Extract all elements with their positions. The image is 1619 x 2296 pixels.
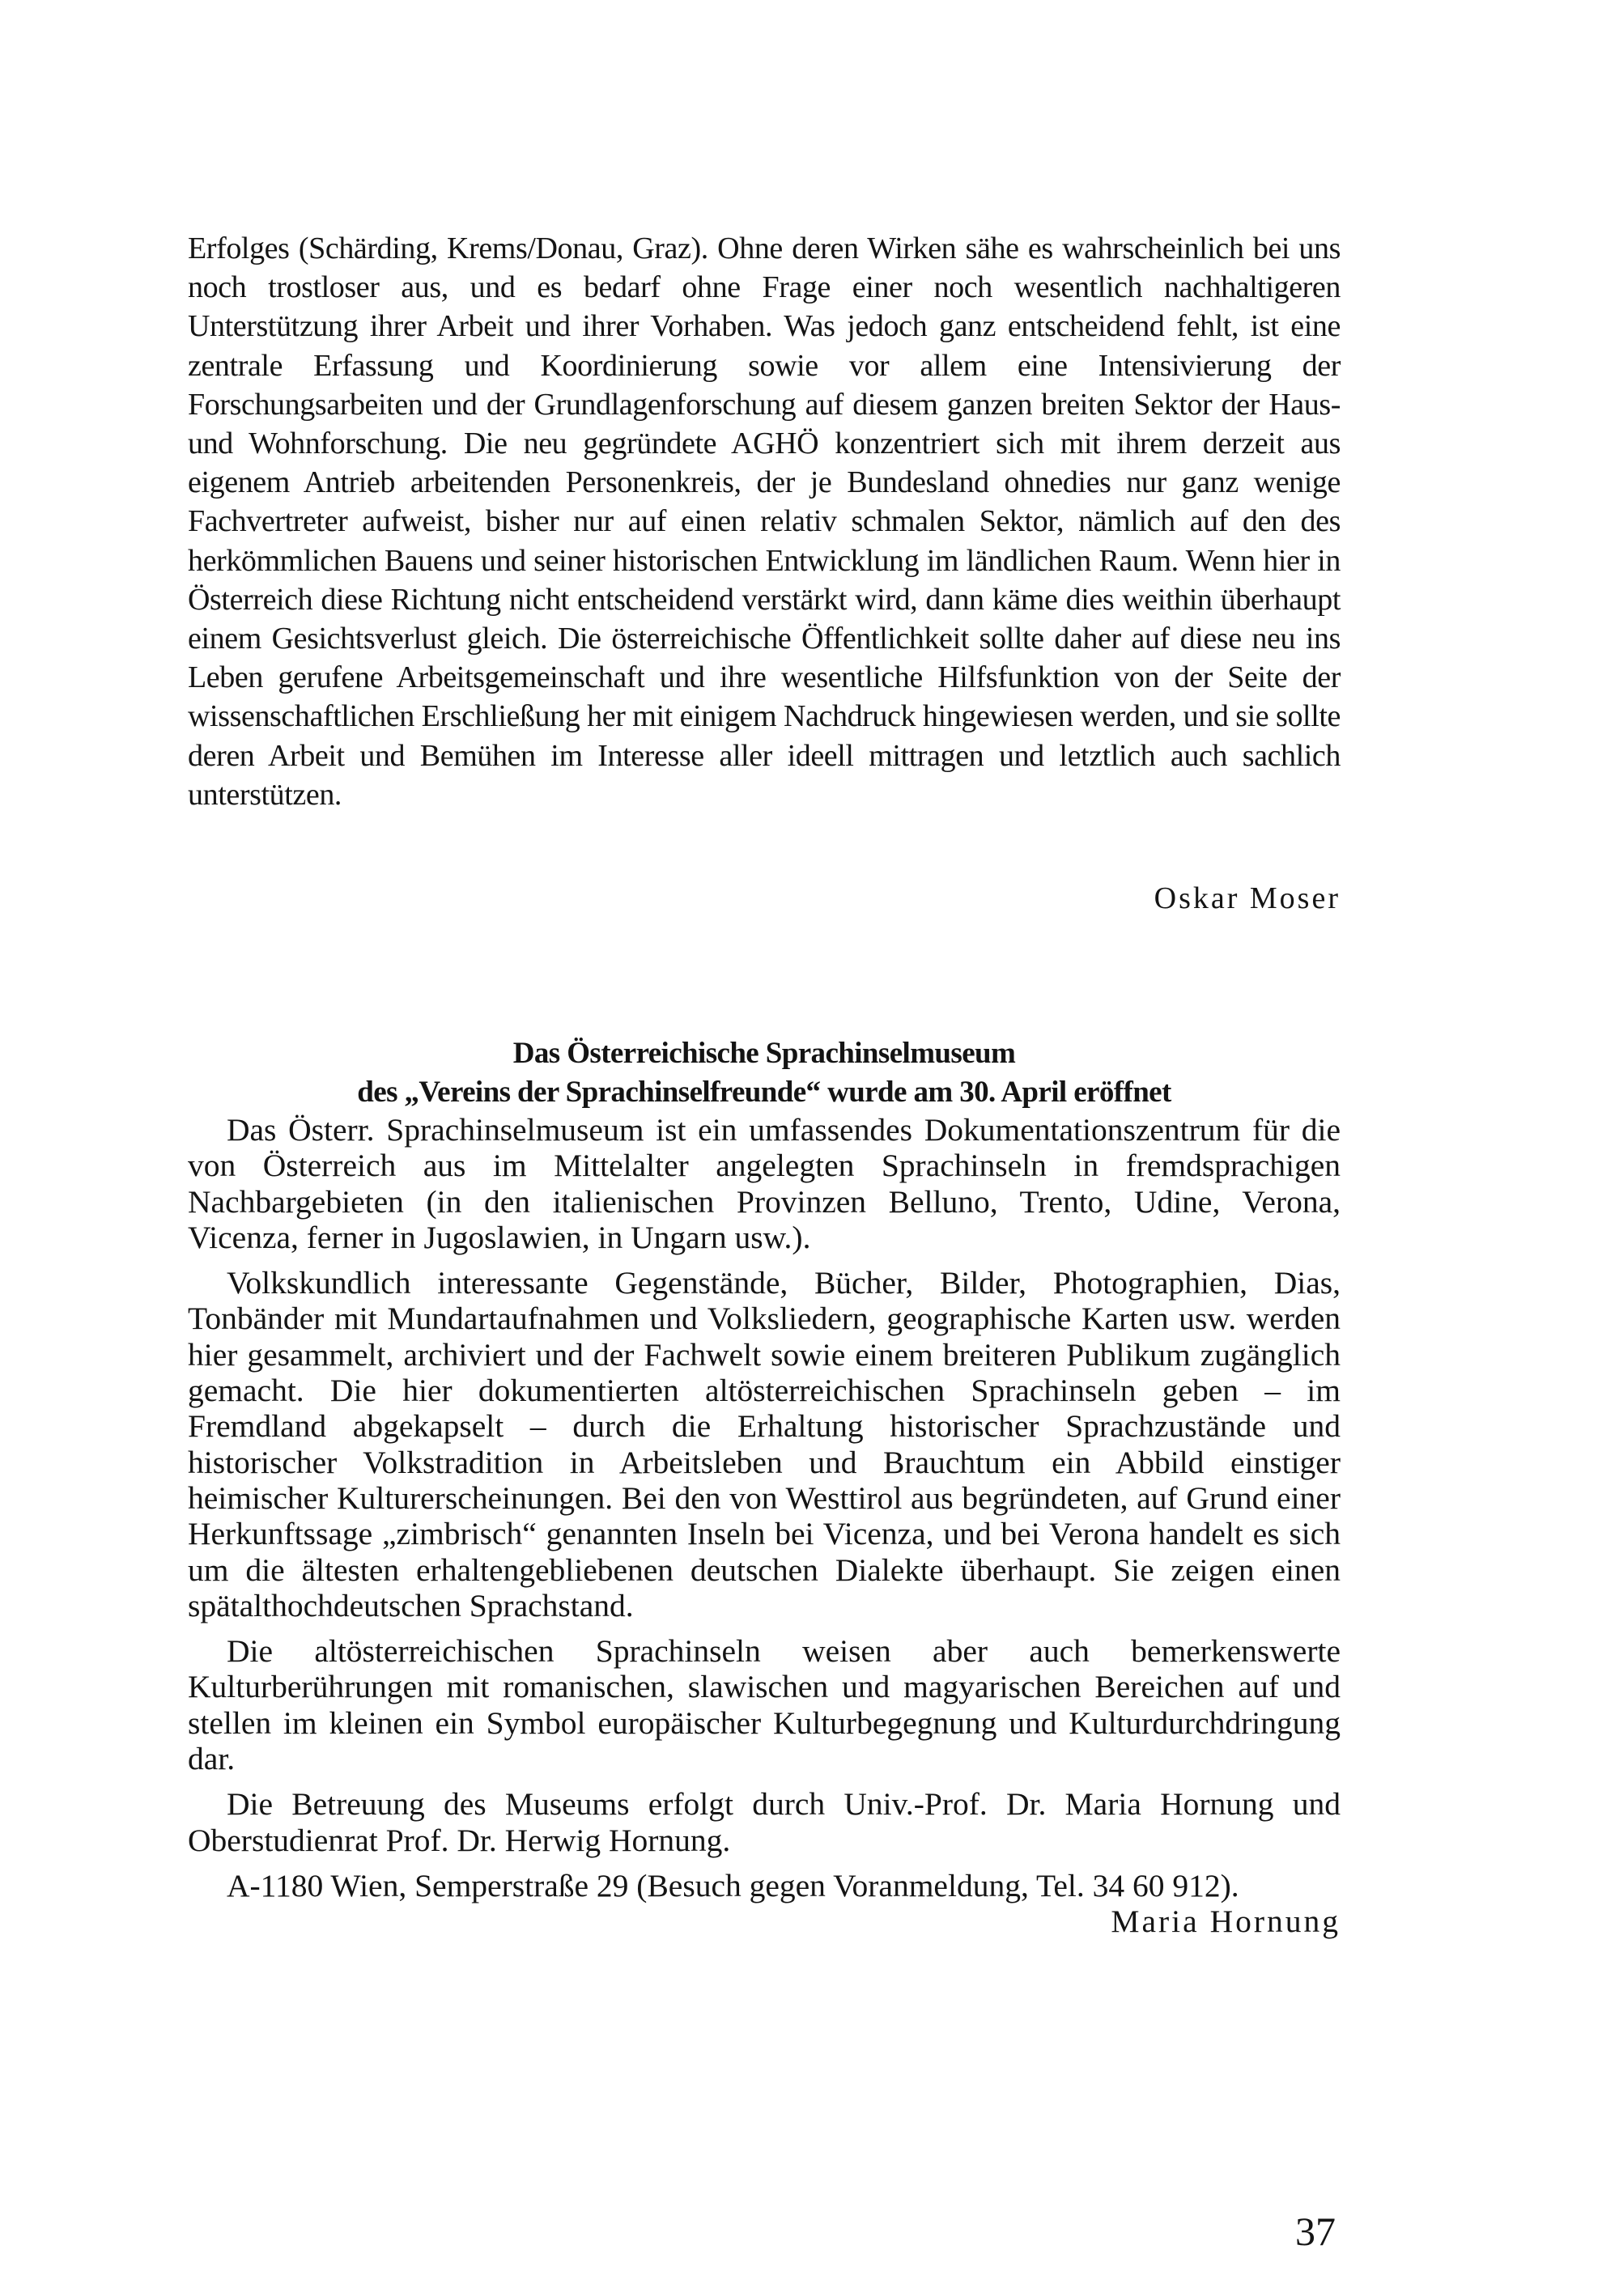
- article-1-author: Oskar Moser: [1154, 881, 1341, 915]
- article-1-paragraph: Erfolges (Schärding, Krems/Donau, Graz). Ohne deren Wirken sähe es wahrscheinlich bei uns noch trostloser aus, und es bedarf ohne Frage einer noch wesentlich nachhaltigeren Unterstützung ihrer Arbeit und ihrer Vorhaben. Was jedoch ganz entscheidend fehlt, ist eine zentrale Erfassung und Koordinierung sowie vor allem eine Intensivierung der Forschungsarbeiten und der Grundlagenforschung auf diesem ganzen breiten Sektor der Haus- und Wohnforschung. Die neu gegründete AGHÖ konzentriert sich mit ihrem derzeit aus eigenem Antrieb arbeitenden Personenkreis, der je Bundesland ohnedies nur ganz wenige Fachvertreter aufweist, bisher nur auf einen relativ schmalen Sektor, nämlich auf den des herkömmlichen Bauens und seiner historischen Entwicklung im ländlichen Raum. Wenn hier in Österreich diese Richtung nicht entscheidend verstärkt wird, dann käme dies weithin überhaupt einem Gesichtsverlust gleich. Die österreichische Öffentlichkeit sollte daher auf diese neu ins Leben gerufene Arbeitsgemeinschaft und ihre wesentliche Hilfsfunktion von der Seite der wissenschaftlichen Erschließung her mit einigem Nachdruck hingewiesen werden, und sie sollte deren Arbeit und Bemühen im Interesse aller ideell mittragen und letztlich auch sachlich unterstützen.: [188, 231, 1341, 812]
- article-2-paragraph: Die Betreuung des Museums erfolgt durch Univ.-Prof. Dr. Maria Hornung und Oberstudienrat Prof. Dr. Herwig Hornung.: [188, 1786, 1341, 1858]
- article-2-author: Maria Hornung: [1111, 1903, 1341, 1940]
- page-number: 37: [1295, 2209, 1336, 2254]
- article-2-body: [188, 1112, 1341, 1940]
- article-2-address: A-1180 Wien, Semperstraße 29 (Besuch gegen Voranmeldung, Tel. 34 60 912).: [227, 1867, 1239, 1903]
- article-2-title-line-1: Das Österreichische Sprachinselmuseum: [512, 1037, 1016, 1070]
- article-2-title: [188, 1034, 1341, 1112]
- article-2-paragraph: Das Österr. Sprachinselmuseum ist ein umfassendes Dokumentationszentrum für die von Österreich aus im Mittelalter angelegten Sprachinseln in fremdsprachigen Nachbargebieten (in den italienischen Provinzen Belluno, Trento, Udine, Verona, Vicenza, ferner in Jugoslawien, in Ungarn usw.).: [188, 1112, 1341, 1255]
- article-2-paragraph: Die altösterreichischen Sprachinseln weisen aber auch bemerkenswerte Kulturberührungen mit romanischen, slawischen und magyarischen Bereichen auf und stellen im kleinen ein Symbol europäischer Kulturbegegnung und Kulturdurchdringung dar.: [188, 1633, 1341, 1777]
- article-2-paragraph: Volkskundlich interessante Gegenstände, Bücher, Bilder, Photographien, Dias, Tonbänder mit Mundartaufnahmen und Volksliedern, geographische Karten usw. werden hier gesammelt, archiviert und der Fachwelt sowie einem breiteren Publikum zugänglich gemacht. Die hier dokumentierten altösterreichischen Sprachinseln geben – im Fremdland abgekapselt – durch die Erhaltung historischer Sprachzustände und historischer Volkstradition in Arbeitsleben und Brauchtum ein Abbild einstiger heimischer Kulturerscheinungen. Bei den von Westtirol aus begründeten, auf Grund einer Herkunftssage „zimbrisch“ genannten Inseln bei Vicenza, und bei Verona handelt es sich um die ältesten erhaltengebliebenen deutschen Dialekte überhaupt. Sie zeigen einen spätalthochdeutschen Sprachstand.: [188, 1265, 1341, 1623]
- article-1-body: [188, 229, 1341, 814]
- article-2-title-line-2: des „Vereins der Sprachinselfreunde“ wurde am 30. April eröffnet: [357, 1076, 1171, 1109]
